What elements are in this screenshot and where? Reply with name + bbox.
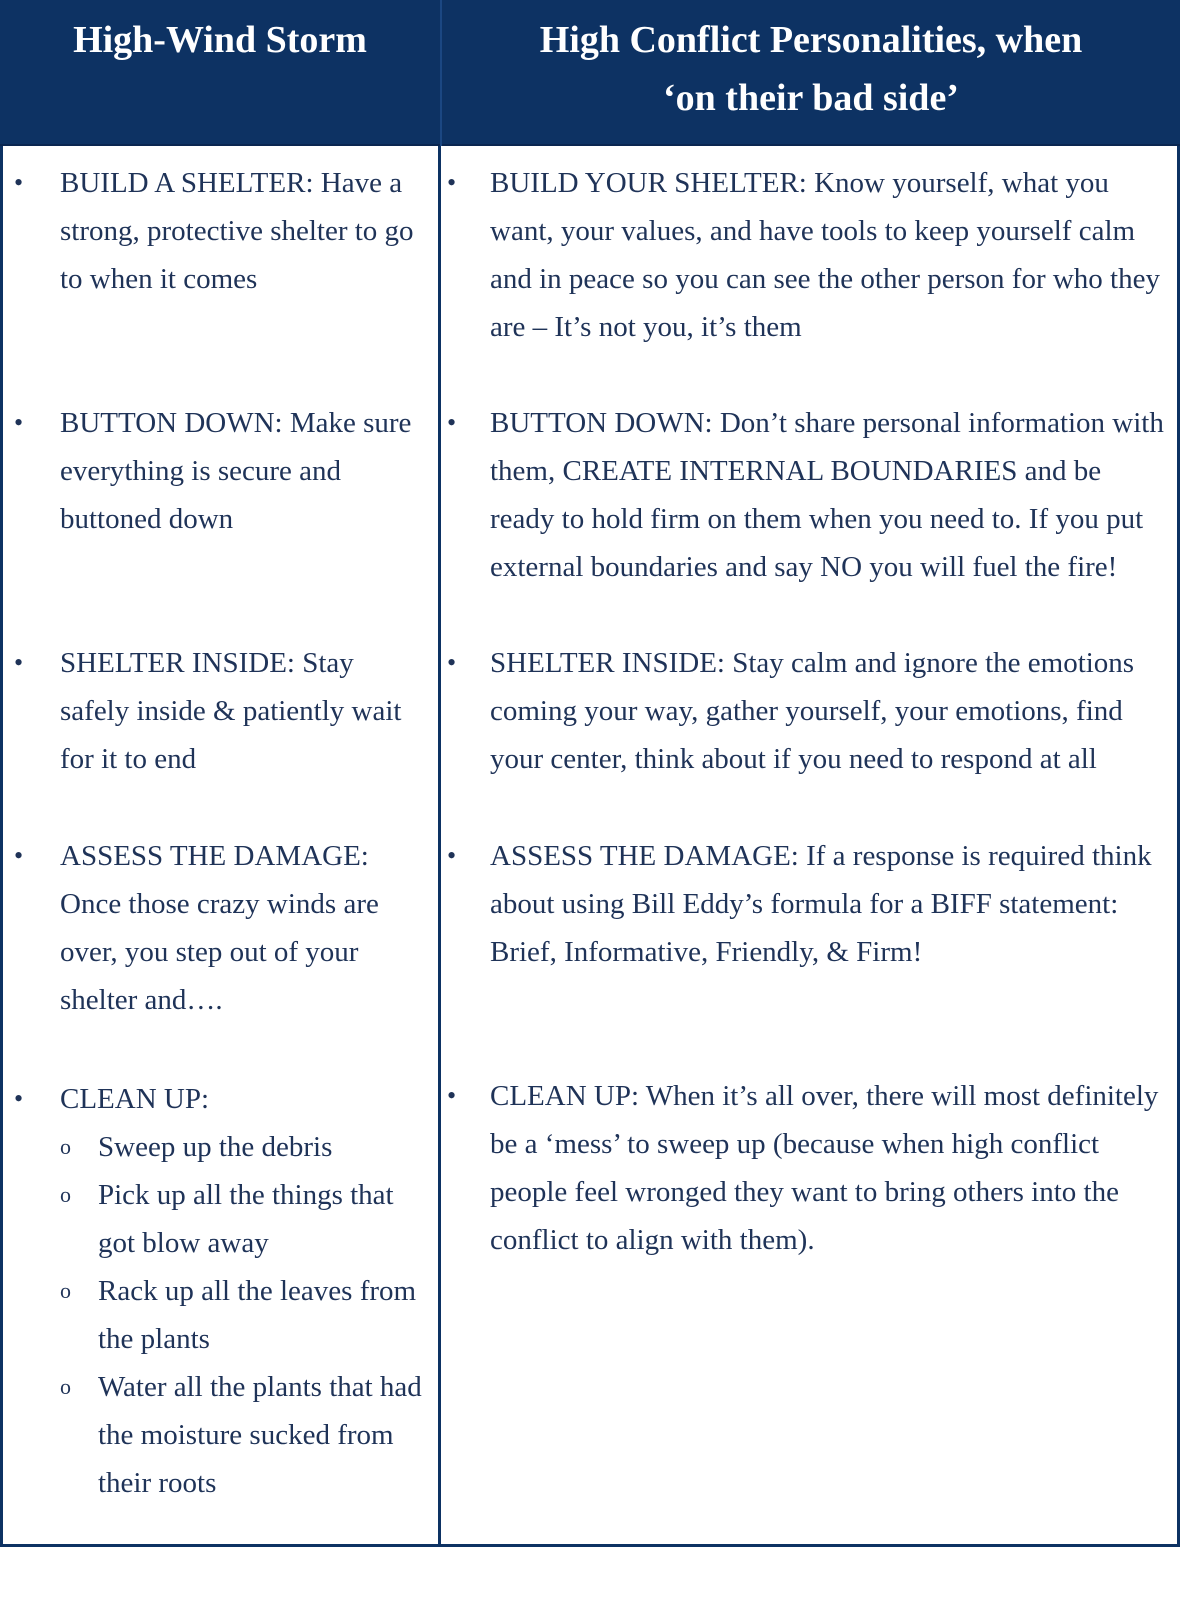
bullet-icon: • [447,168,457,197]
header-right-title [442,0,1180,127]
header-right-line-2: ‘on their bad side’ [663,77,959,119]
sub-list-item [60,1123,430,1171]
right-item-button-down [441,399,1180,639]
header-left-title: High-Wind Storm [73,19,367,61]
bullet-icon: • [14,841,24,870]
sub-item-text: Rack up all the leaves from the plants [98,1275,417,1355]
sub-item-text: Sweep up the debris [98,1131,333,1163]
sub-list-item [60,1267,430,1363]
left-item-text: CLEAN UP: [60,1083,210,1115]
right-item-text: SHELTER INSIDE: Stay calm and ignore the emotions coming your way, gather yourself, your emotions, find your center, think about if you need to respond at all [490,647,1135,775]
table-header [0,0,1180,146]
bullet-icon: • [447,1081,457,1110]
circle-bullet-icon: o [60,1134,71,1159]
bullet-icon: • [447,648,457,677]
left-item-button-down [0,399,438,639]
clean-up-sub-list [60,1123,430,1507]
sub-item-text: Water all the plants that had the moisture sucked from their roots [98,1371,422,1499]
circle-bullet-icon: o [60,1182,71,1207]
left-item-assess-damage [0,832,438,1072]
bullet-icon: • [14,648,24,677]
left-item-text: BUTTON DOWN: Make sure everything is secure and buttoned down [60,407,412,535]
left-item-clean-up [0,1075,438,1505]
left-item-build-shelter [0,159,438,399]
right-item-clean-up [441,1072,1180,1312]
header-right-line-1: High Conflict Personalities, when [539,19,1083,61]
circle-bullet-icon: o [60,1374,71,1399]
left-item-text: ASSESS THE DAMAGE: Once those crazy winds are over, you step out of your shelter and…. [60,840,379,1016]
bullet-icon: • [14,408,24,437]
bullet-icon: • [447,408,457,437]
right-item-build-shelter [441,159,1180,399]
left-item-text: BUILD A SHELTER: Have a strong, protective shelter to go to when it comes [60,167,414,295]
right-item-text: BUTTON DOWN: Don’t share personal information with them, CREATE INTERNAL BOUNDARIES and be ready to hold firm on them when you need to. If you put external boundaries and say NO you will fuel the fire! [490,407,1164,583]
sub-item-text: Pick up all the things that got blow away [98,1179,394,1259]
bullet-icon: • [14,168,24,197]
right-item-text: ASSESS THE DAMAGE: If a response is required think about using Bill Eddy’s formula for a BIFF statement: Brief, Informative, Friendly, & Firm! [490,840,1152,968]
left-item-text: SHELTER INSIDE: Stay safely inside & patiently wait for it to end [60,647,402,775]
bullet-icon: • [14,1084,24,1113]
circle-bullet-icon: o [60,1278,71,1303]
right-item-assess-damage [441,832,1180,1072]
right-item-text: CLEAN UP: When it’s all over, there will most definitely be a ‘mess’ to sweep up (because when high conflict people feel wronged they want to bring others into the conflict to align with them). [490,1080,1159,1256]
right-item-text: BUILD YOUR SHELTER: Know yourself, what you want, your values, and have tools to keep yourself calm and in peace so you can see the other person for who they are – It’s not you, it’s them [490,167,1160,343]
left-item-shelter-inside [0,639,438,832]
right-item-shelter-inside [441,639,1180,832]
sub-list-item [60,1363,430,1507]
sub-list-item [60,1171,430,1267]
bullet-icon: • [447,841,457,870]
